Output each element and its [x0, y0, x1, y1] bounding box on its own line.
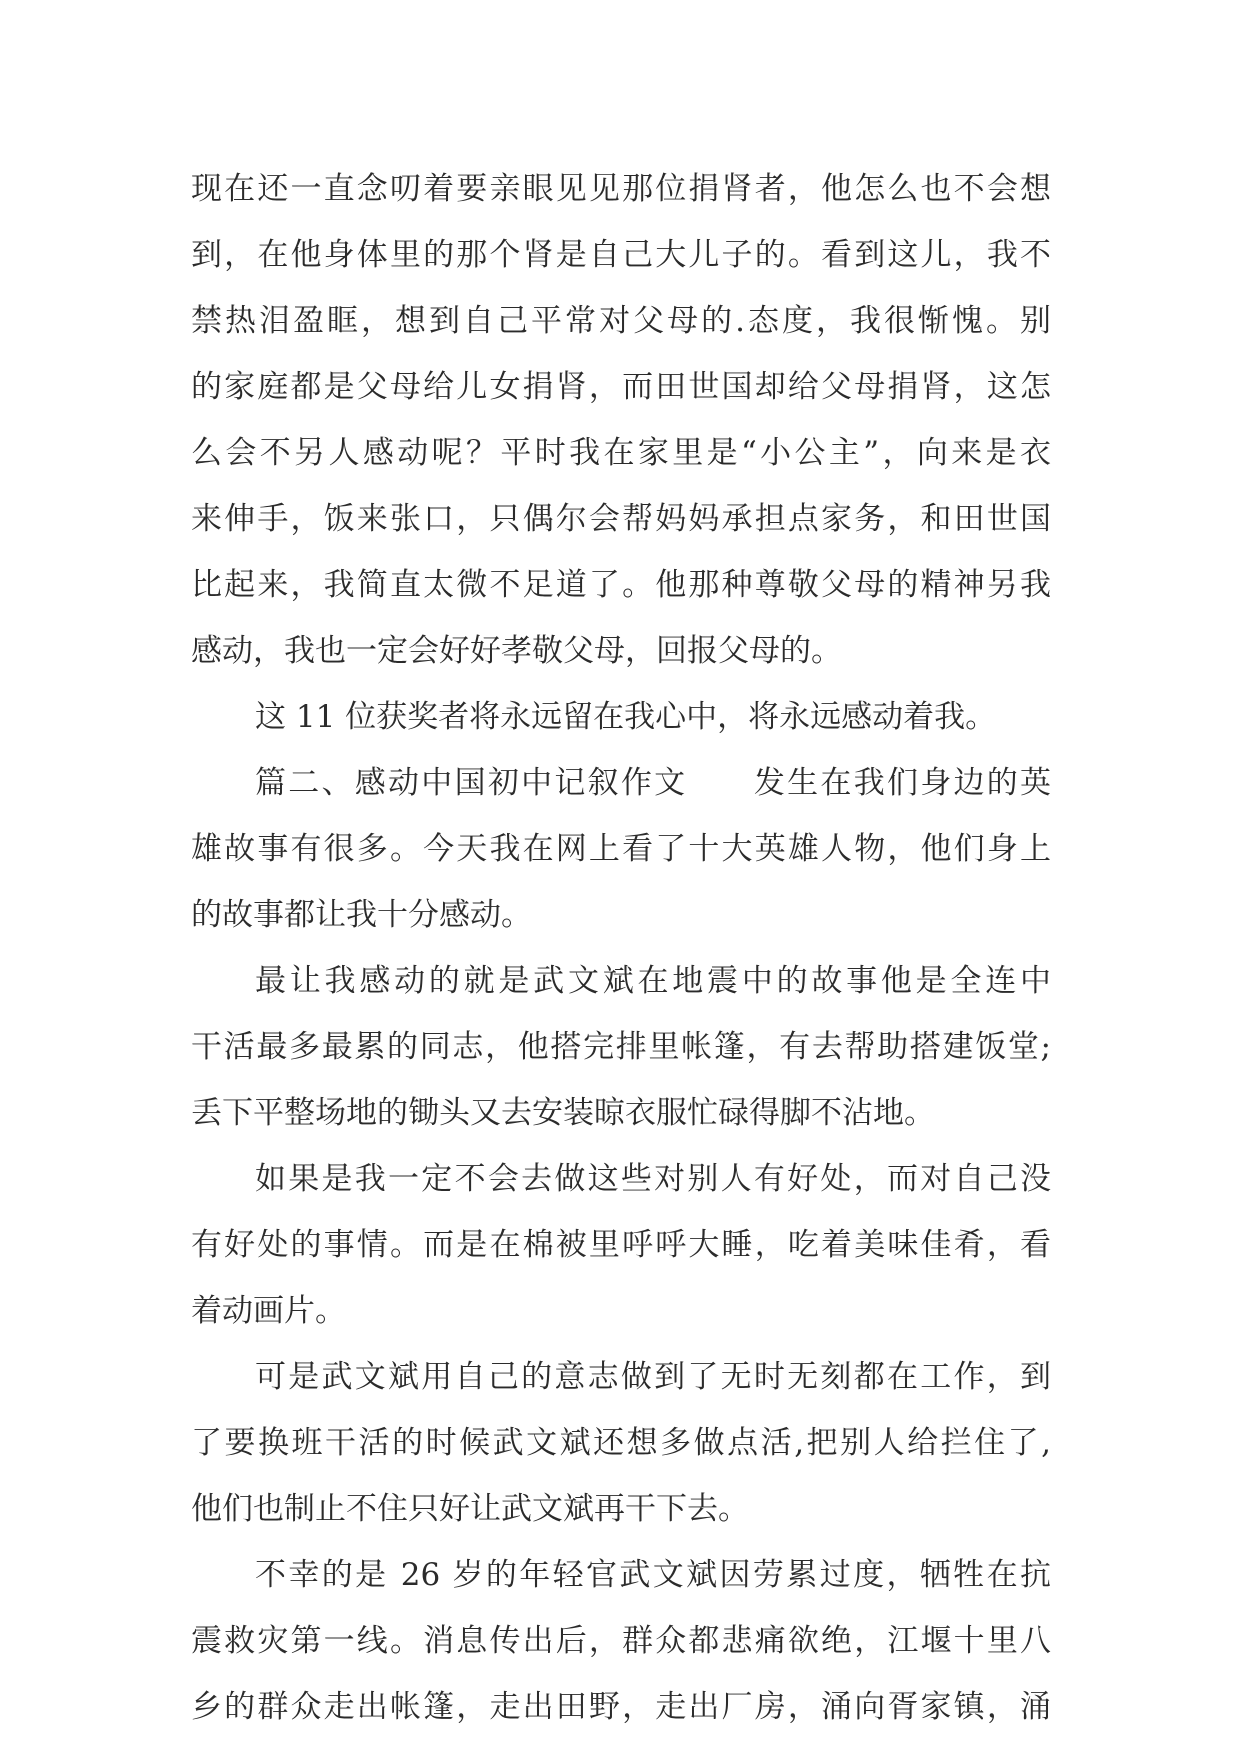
- text-line: 的故事都让我十分感动。: [191, 897, 532, 933]
- text-line: 有好处的事情。而是在棉被里呼呼大睡，吃着美味佳肴，看: [191, 1227, 1051, 1263]
- text-line: 最让我感动的就是武文斌在地震中的故事他是全连中: [255, 963, 1051, 999]
- text-line: 不幸的是 26 岁的年轻官武文斌因劳累过度，牺牲在抗: [255, 1557, 1051, 1593]
- text-line: 了要换班干活的时候武文斌还想多做点活,把别人给拦住了,: [191, 1425, 1051, 1461]
- text-line: 比起来，我简直太微不足道了。他那种尊敬父母的精神另我: [191, 567, 1051, 603]
- document-body: [191, 156, 1051, 1740]
- text-line: 着动画片。: [191, 1293, 346, 1329]
- text-line: 干活最多最累的同志，他搭完排里帐篷，有去帮助搭建饭堂;: [191, 1029, 1051, 1065]
- text-line: 禁热泪盈眶，想到自己平常对父母的.态度，我很惭愧。别: [191, 303, 1051, 339]
- text-line: 可是武文斌用自己的意志做到了无时无刻都在工作，到: [255, 1359, 1051, 1395]
- text-line: 的家庭都是父母给儿女捐肾，而田世国却给父母捐肾，这怎: [191, 369, 1051, 405]
- text-line: 篇二、感动中国初中记叙作文 发生在我们身边的英: [255, 765, 1051, 801]
- text-line: 这 11 位获奖者将永远留在我心中，将永远感动着我。: [255, 699, 997, 735]
- text-line: 如果是我一定不会去做这些对别人有好处，而对自己没: [255, 1161, 1051, 1197]
- paragraph-3: [191, 750, 1051, 948]
- text-line: 到，在他身体里的那个肾是自己大儿子的。看到这儿，我不: [191, 237, 1051, 273]
- paragraph-2: [191, 684, 1051, 750]
- text-line: 丢下平整场地的锄头又去安装晾衣服忙碌得脚不沾地。: [191, 1095, 935, 1131]
- text-line: 雄故事有很多。今天我在网上看了十大英雄人物，他们身上: [191, 831, 1051, 867]
- paragraph-6: [191, 1344, 1051, 1542]
- text-line: 么会不另人感动呢？平时我在家里是“小公主”，向来是衣: [191, 435, 1051, 471]
- paragraph-5: [191, 1146, 1051, 1344]
- text-line: 他们也制止不住只好让武文斌再干下去。: [191, 1491, 749, 1527]
- paragraph-4: [191, 948, 1051, 1146]
- paragraph-1: [191, 156, 1051, 684]
- text-line: 震救灾第一线。消息传出后，群众都悲痛欲绝，江堰十里八: [191, 1623, 1051, 1659]
- text-line: 感动，我也一定会好好孝敬父母，回报父母的。: [191, 633, 842, 669]
- text-line: 来伸手，饭来张口，只偶尔会帮妈妈承担点家务，和田世国: [191, 501, 1051, 537]
- paragraph-7: [191, 1542, 1051, 1740]
- text-line: 乡的群众走出帐篷，走出田野，走出厂房，涌向胥家镇，涌: [191, 1689, 1051, 1725]
- text-line: 现在还一直念叨着要亲眼见见那位捐肾者，他怎么也不会想: [191, 171, 1051, 207]
